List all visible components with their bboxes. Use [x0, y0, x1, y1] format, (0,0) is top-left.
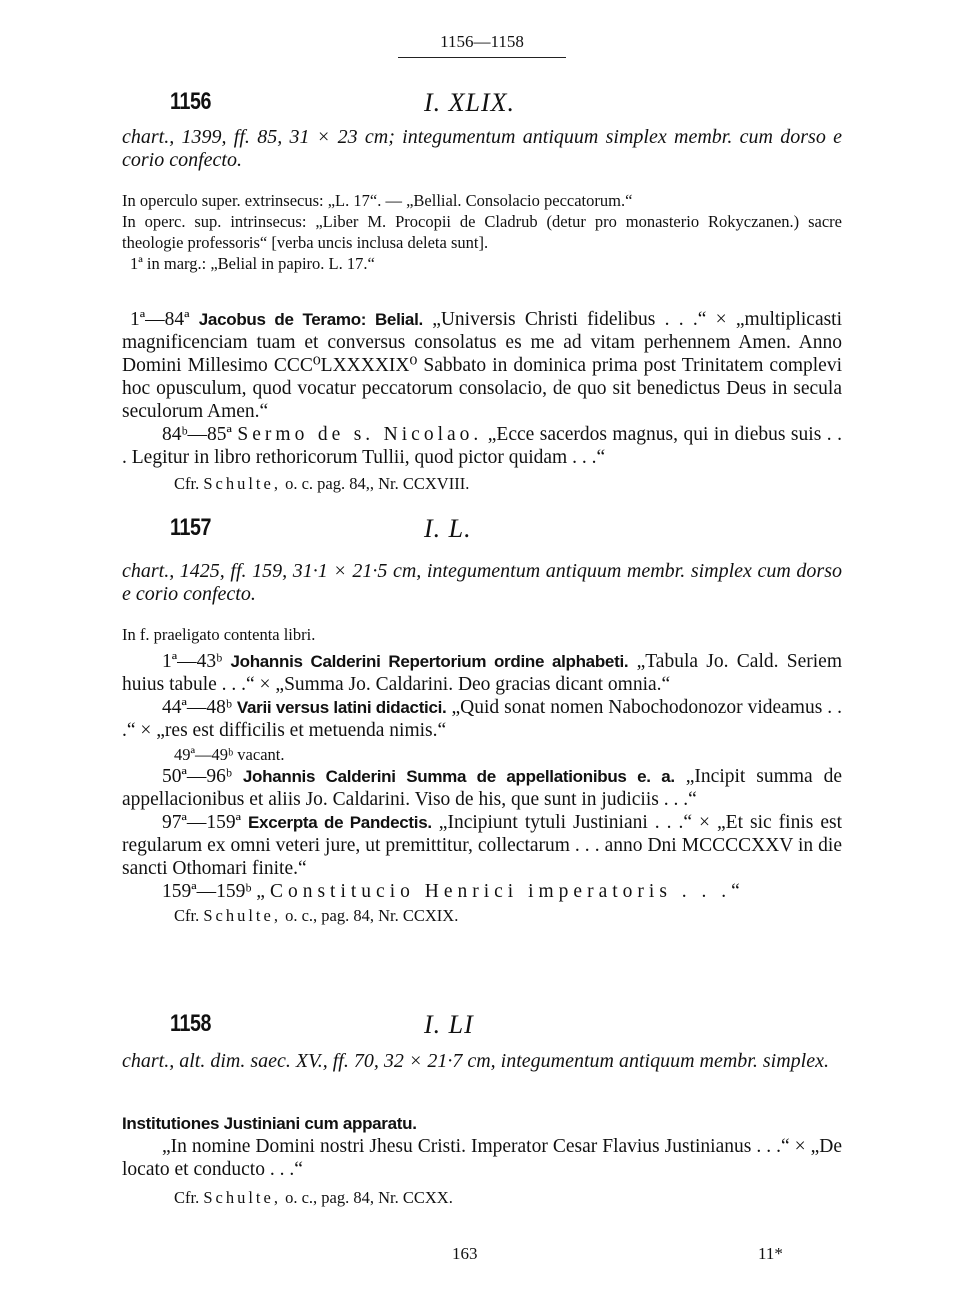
item-text: „Incipit summa de appellacionibus et aliis Jo. Caldarini. Viso de his, que sunt in judiciis . . .“ [122, 766, 843, 810]
cfr-author: Schulte, [203, 474, 281, 493]
item-heading [122, 1112, 842, 1135]
item-range: 1ª—84ª [130, 309, 190, 330]
item-text: „Universis Christi fidelibus . . .“ × „multiplicasti magnificenciam tuam et conversus consolatus es me ad vitam perhennem Amen. Anno Domini Millesimo CCC⁰LXXXXIX⁰ Sabbato in dominica prima post Trinitatem complevi hoc opusculum, quod vocatur peccatorum consolacio, de quo sit benedictus Deus in secula seculorum Amen.“ [122, 309, 843, 422]
entry-description-block [122, 1050, 842, 1073]
cfr-prefix: Cfr. [174, 474, 200, 493]
cfr-prefix: Cfr. [174, 906, 200, 925]
item-title: Johannis Calderini Summa de appellationibus e. a. [242, 767, 675, 786]
item [122, 308, 842, 423]
entry-description: chart., 1425, ff. 159, 31·1 × 21·5 cm, integumentum antiquum membr. simplex cum dorso e corio confecto. [122, 560, 842, 605]
entry-description: chart., alt. dim. saec. XV., ff. 70, 32 × 21·7 cm, integumentum antiquum membr. simplex. [122, 1050, 829, 1072]
signature-mark: 11* [758, 1244, 783, 1263]
cfr-rest: o. c., pag. 84, Nr. CCXIX. [285, 906, 459, 925]
entry-signature: I. LI [424, 1010, 474, 1039]
item-title: „Constitucio Henrici imperatoris . . .“ [256, 881, 745, 902]
item-title: Sermo de s. Nicolao. [237, 424, 483, 445]
page-number: 163 [452, 1244, 478, 1263]
entry-heading [122, 1010, 842, 1044]
item [122, 744, 842, 765]
entry-description: chart., 1399, ff. 85, 31 × 23 cm; integumentum antiquum simplex membr. cum dorso e corio confecto. [122, 126, 842, 171]
item-text: „Ecce sacerdos magnus, qui in diebus suis . . . Legitur in libro rethoricorum Tullii, quod pictor quidam . . .“ [122, 424, 843, 468]
entry-notes [122, 190, 842, 274]
entry-number: 1156 [170, 88, 212, 115]
item-title: Varii versus latini didactici. [236, 698, 447, 717]
item-title: Excerpta de Pandectis. [248, 813, 432, 832]
item-title: Institutiones Justiniani cum apparatu. [122, 1114, 417, 1133]
item [122, 650, 842, 696]
entry-notes [122, 624, 842, 645]
item-text: „In nomine Domini nostri Jhesu Cristi. Imperator Cesar Flavius Justinianus . . .“ × „De locato et conducto . . .“ [122, 1136, 842, 1180]
entry-items [122, 1112, 842, 1208]
item-text: „Incipiunt tytuli Justiniani . . .“ × „Et sic finis est regularum ex omni veteri jure, ut premittitur, collectarum . . . anno Dni MCCCCXXV in die sancti Othomari finite.“ [122, 812, 842, 879]
note: In operculo super. extrinsecus: „L. 17“. — „Bellial. Consolacio peccatorum.“ [122, 191, 633, 210]
entry-heading [122, 514, 842, 548]
item-range: 50ª—96ᵇ [162, 766, 232, 787]
item-text: „Tabula Jo. Cald. Seriem huius tabule . . .“ × „Summa Jo. Caldarini. Deo gracias dicant omnia.“ [122, 651, 842, 695]
entry-description-block [122, 560, 842, 606]
cfr-author: Schulte, [203, 1188, 281, 1207]
cfr-author: Schulte, [203, 906, 281, 925]
item [122, 423, 842, 469]
entry-signature: I. L. [424, 514, 472, 543]
entry-items [122, 308, 842, 494]
running-head: 1156—1158 [440, 32, 524, 51]
item-range: 159ª—159ᵇ [162, 881, 252, 902]
item-range: 97ª—159ª [162, 812, 242, 833]
item [122, 1135, 842, 1181]
item-text: „Quid sonat nomen Nabochodonozor videamus . . .“ × „res est difficilis et metuenda nimis.“ [122, 697, 843, 741]
entry-description-block [122, 126, 842, 172]
running-head-rule [398, 57, 566, 58]
item-title: Jacobus de Teramo: Belial. [198, 310, 423, 329]
item-title: Johannis Calderini Repertorium ordine alphabeti. [230, 652, 629, 671]
item [122, 696, 842, 742]
cfr-rest: o. c. pag. 84,, Nr. CCXVIII. [285, 474, 470, 493]
item-range: 44ª—48ᵇ [162, 697, 232, 718]
cfr-reference [122, 473, 842, 494]
cfr-reference [122, 905, 842, 926]
entry-number: 1157 [170, 514, 212, 541]
entry-signature: I. XLIX. [424, 88, 516, 117]
item [122, 880, 842, 903]
item [122, 811, 842, 880]
entry-items [122, 650, 842, 926]
item-range: 1ª—43ᵇ [162, 651, 223, 672]
entry-heading [122, 88, 842, 122]
note: In operc. sup. intrinsecus: „Liber M. Procopii de Cladrub (detur pro monasterio Rokyczanen.) sacre theologie professoris“ [verba uncis inclusa deleta sunt]. [122, 212, 842, 252]
cfr-prefix: Cfr. [174, 1188, 200, 1207]
item-text: vacant. [237, 745, 285, 764]
cfr-rest: o. c., pag. 84, Nr. CCXX. [285, 1188, 453, 1207]
cfr-reference [122, 1187, 842, 1208]
item-range: 49ª—49ᵇ [174, 745, 234, 764]
entry-number: 1158 [170, 1010, 212, 1037]
note: In f. praeligato contenta libri. [122, 625, 316, 644]
note: 1ª in marg.: „Belial in papiro. L. 17.“ [130, 254, 375, 273]
item-range: 84ᵇ—85ª [162, 424, 232, 445]
item [122, 765, 842, 811]
